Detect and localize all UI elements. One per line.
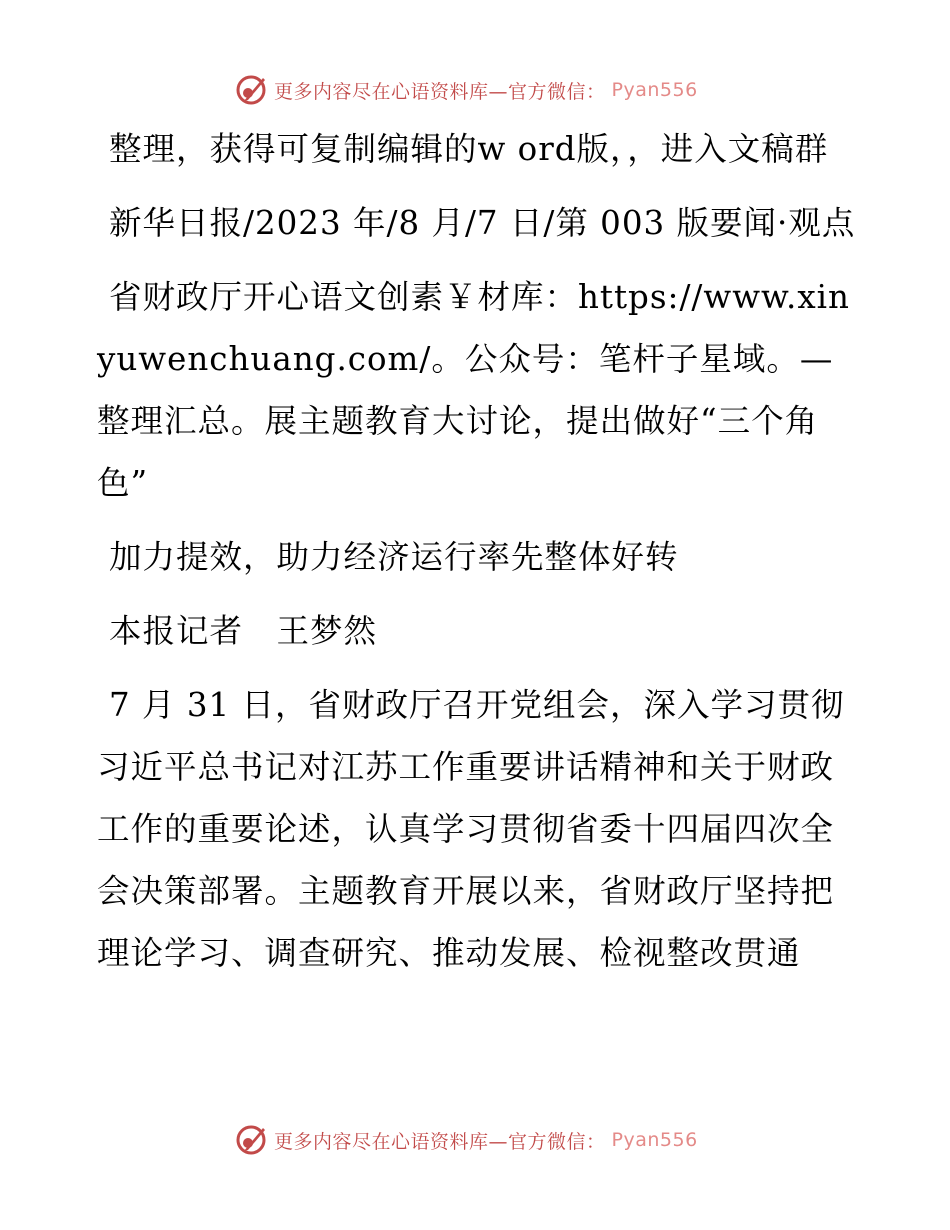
header-banner [234,72,698,108]
quill-pen-circle-icon [234,1123,268,1157]
paragraph-source: 新华日报/2023 年/8 月/7 日/第 003 版要闻·观点 [109,204,856,242]
paragraph-intro: 整理，获得可复制编辑的w ord版，，进入文稿群 [109,130,829,168]
banner-wechat-id: Pyan556 [611,1129,698,1151]
banner-wechat-id: Pyan556 [611,79,698,101]
footer-banner [234,1122,698,1158]
article-headline: 加力提效，助力经济运行率先整体好转 [109,538,679,576]
quill-pen-circle-icon [234,73,268,107]
article-paragraph: 7 月 31 日，省财政厅召开党组会，深入学习贯彻习近平总书记对江苏工作重要讲话精神和关于财政工作的重要论述，认真学习贯彻省委十四届四次全会决策部署。主题教育开展以来，省财政厅坚持把理论学习、调查研究、推动发展、检视整改贯通 [97,686,845,972]
paragraph-lead: 省财政厅开心语文创素￥材库：https://www.xinyuwenchuang.com/。公众号：笔杆子星域。—整理汇总。展主题教育大讨论，提出做好“三个角色” [97,278,850,502]
banner-text: 更多内容尽在心语资料库—官方微信： [274,80,606,103]
document-body [97,118,857,996]
article-byline: 本报记者 王梦然 [109,612,378,650]
banner-text: 更多内容尽在心语资料库—官方微信： [274,1130,606,1153]
